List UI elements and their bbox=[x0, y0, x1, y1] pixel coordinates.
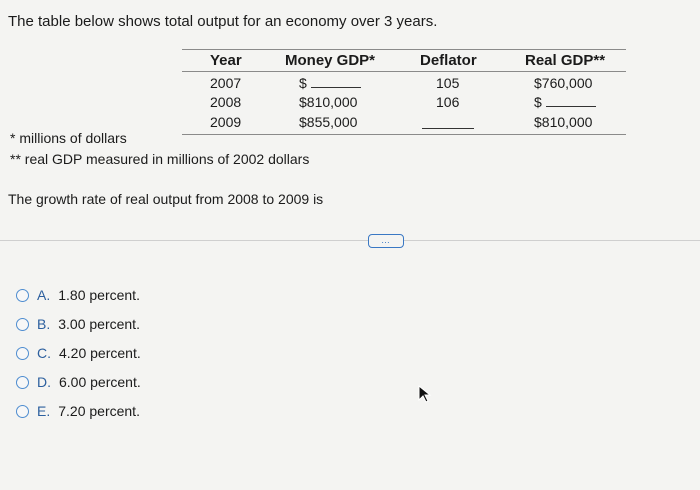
cell-money-gdp: $ bbox=[299, 75, 361, 91]
header-year: Year bbox=[210, 52, 242, 69]
option-letter: D. bbox=[37, 374, 51, 390]
cell-year: 2009 bbox=[210, 114, 242, 130]
cell-deflator: 105 bbox=[436, 75, 460, 91]
cell-real-gdp: $ bbox=[534, 94, 596, 110]
cell-real-gdp: $760,000 bbox=[534, 75, 593, 91]
divider bbox=[0, 240, 700, 241]
footnote-real-gdp: ** real GDP measured in millions of 2002 dollars bbox=[10, 151, 310, 167]
cell-money-gdp: $855,000 bbox=[299, 114, 358, 130]
option-text: 7.20 percent. bbox=[58, 403, 140, 419]
intro-text: The table below shows total output for an economy over 3 years. bbox=[8, 13, 438, 30]
option-text: 4.20 percent. bbox=[59, 345, 141, 361]
radio-button[interactable] bbox=[16, 347, 29, 360]
table-top-rule bbox=[182, 49, 626, 50]
option-c[interactable] bbox=[16, 343, 141, 363]
table-header-rule bbox=[182, 71, 626, 72]
cell-year: 2008 bbox=[210, 94, 242, 110]
radio-button[interactable] bbox=[16, 289, 29, 302]
table-bottom-rule bbox=[182, 134, 626, 135]
option-text: 1.80 percent. bbox=[58, 287, 140, 303]
footnote-millions: * millions of dollars bbox=[10, 130, 127, 146]
option-text: 3.00 percent. bbox=[58, 316, 140, 332]
option-e[interactable] bbox=[16, 401, 140, 421]
header-deflator: Deflator bbox=[420, 52, 477, 69]
blank-line bbox=[311, 76, 361, 88]
option-d[interactable] bbox=[16, 372, 141, 392]
radio-button[interactable] bbox=[16, 376, 29, 389]
option-letter: C. bbox=[37, 345, 51, 361]
cursor-icon bbox=[418, 385, 432, 403]
option-a[interactable] bbox=[16, 285, 140, 305]
option-text: 6.00 percent. bbox=[59, 374, 141, 390]
more-button[interactable]: … bbox=[368, 234, 404, 248]
radio-button[interactable] bbox=[16, 318, 29, 331]
header-money-gdp: Money GDP* bbox=[285, 52, 376, 69]
option-letter: B. bbox=[37, 316, 51, 332]
question-text: The growth rate of real output from 2008 to 2009 is bbox=[8, 191, 324, 207]
radio-button[interactable] bbox=[16, 405, 29, 418]
cell-deflator: 106 bbox=[436, 94, 460, 110]
option-b[interactable] bbox=[16, 314, 140, 334]
cell-deflator-blank bbox=[422, 114, 474, 129]
blank-line bbox=[546, 95, 596, 107]
option-letter: A. bbox=[37, 287, 51, 303]
header-real-gdp: Real GDP** bbox=[525, 52, 606, 69]
option-letter: E. bbox=[37, 403, 51, 419]
cell-real-gdp: $810,000 bbox=[534, 114, 593, 130]
cell-money-gdp: $810,000 bbox=[299, 94, 358, 110]
cell-year: 2007 bbox=[210, 75, 242, 91]
